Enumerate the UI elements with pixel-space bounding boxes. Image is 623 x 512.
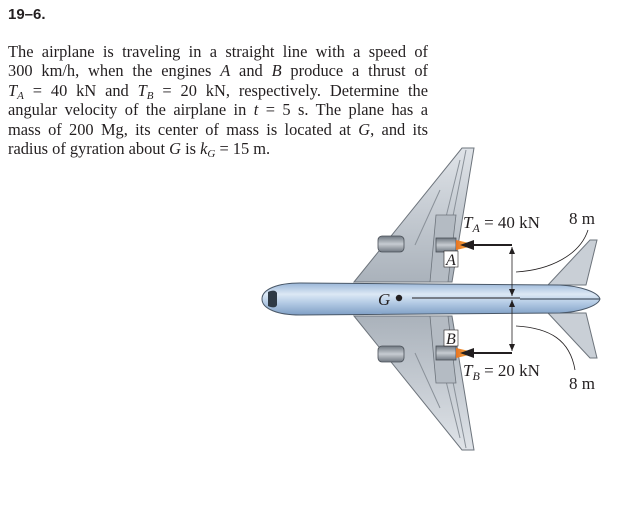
thrust-a-subscript: A bbox=[472, 221, 480, 235]
text-fragment: = 20 kN, respectively. Determine the bbox=[153, 80, 429, 100]
text-fragment: is bbox=[180, 139, 201, 159]
thrust-a-label bbox=[463, 213, 540, 235]
thrust-a-value: = 40 kN bbox=[479, 213, 540, 232]
text-fragment: radius of gyration about bbox=[8, 139, 170, 159]
thrust-b-subscript: B bbox=[472, 369, 480, 383]
engine-a-pylon bbox=[436, 238, 456, 252]
gyration-subscript: G bbox=[207, 148, 216, 161]
center-symbol: G bbox=[358, 119, 371, 139]
thrust-b-value: = 20 kN bbox=[479, 361, 540, 380]
thrust-symbol: T bbox=[8, 80, 18, 100]
text-fragment: and bbox=[230, 61, 272, 81]
engine-a-symbol: A bbox=[220, 61, 231, 81]
distance-bottom-label: 8 m bbox=[569, 374, 595, 393]
problem-line-1: The airplane is traveling in a straight line with a speed of bbox=[8, 42, 428, 61]
text-fragment: = 40 kN and bbox=[23, 80, 138, 100]
thrust-a-arrow bbox=[460, 240, 512, 250]
distance-top-label: 8 m bbox=[569, 209, 595, 228]
cockpit-window bbox=[268, 291, 277, 308]
time-symbol: t bbox=[253, 100, 259, 120]
engine-a-label: A bbox=[446, 252, 456, 269]
engine-b-label: B bbox=[446, 331, 456, 348]
gyration-symbol: k bbox=[200, 139, 208, 159]
text-fragment: , and its bbox=[370, 119, 429, 139]
center-symbol: G bbox=[169, 139, 181, 159]
thrust-b-label bbox=[463, 361, 540, 383]
thrust-symbol: T bbox=[137, 80, 147, 100]
lower-stabilizer bbox=[548, 313, 597, 358]
center-of-mass-label: G bbox=[378, 290, 391, 309]
engine-b-symbol: B bbox=[271, 61, 282, 81]
thrust-b-arrow bbox=[460, 348, 512, 358]
text-fragment: = 15 m. bbox=[215, 139, 271, 159]
thrust-a-symbol: T bbox=[463, 213, 473, 232]
engine-b-pylon bbox=[436, 346, 456, 360]
thrust-subscript: A bbox=[17, 89, 24, 102]
problem-number: 19–6. bbox=[8, 6, 46, 23]
text-fragment: = 5 s. The plane has a bbox=[258, 100, 428, 120]
engine-a-nacelle bbox=[378, 236, 404, 252]
engine-b-nacelle bbox=[378, 346, 404, 362]
thrust-b-symbol: T bbox=[463, 361, 473, 380]
center-of-mass-dot bbox=[396, 295, 402, 301]
text-fragment: angular velocity of the airplane in bbox=[8, 100, 254, 120]
text-fragment: 300 km/h, when the engines bbox=[8, 61, 221, 81]
text-fragment: produce a thrust of bbox=[281, 61, 428, 81]
text-fragment: mass of 200 Mg, its center of mass is located at bbox=[8, 119, 359, 139]
thrust-subscript: B bbox=[146, 89, 154, 102]
